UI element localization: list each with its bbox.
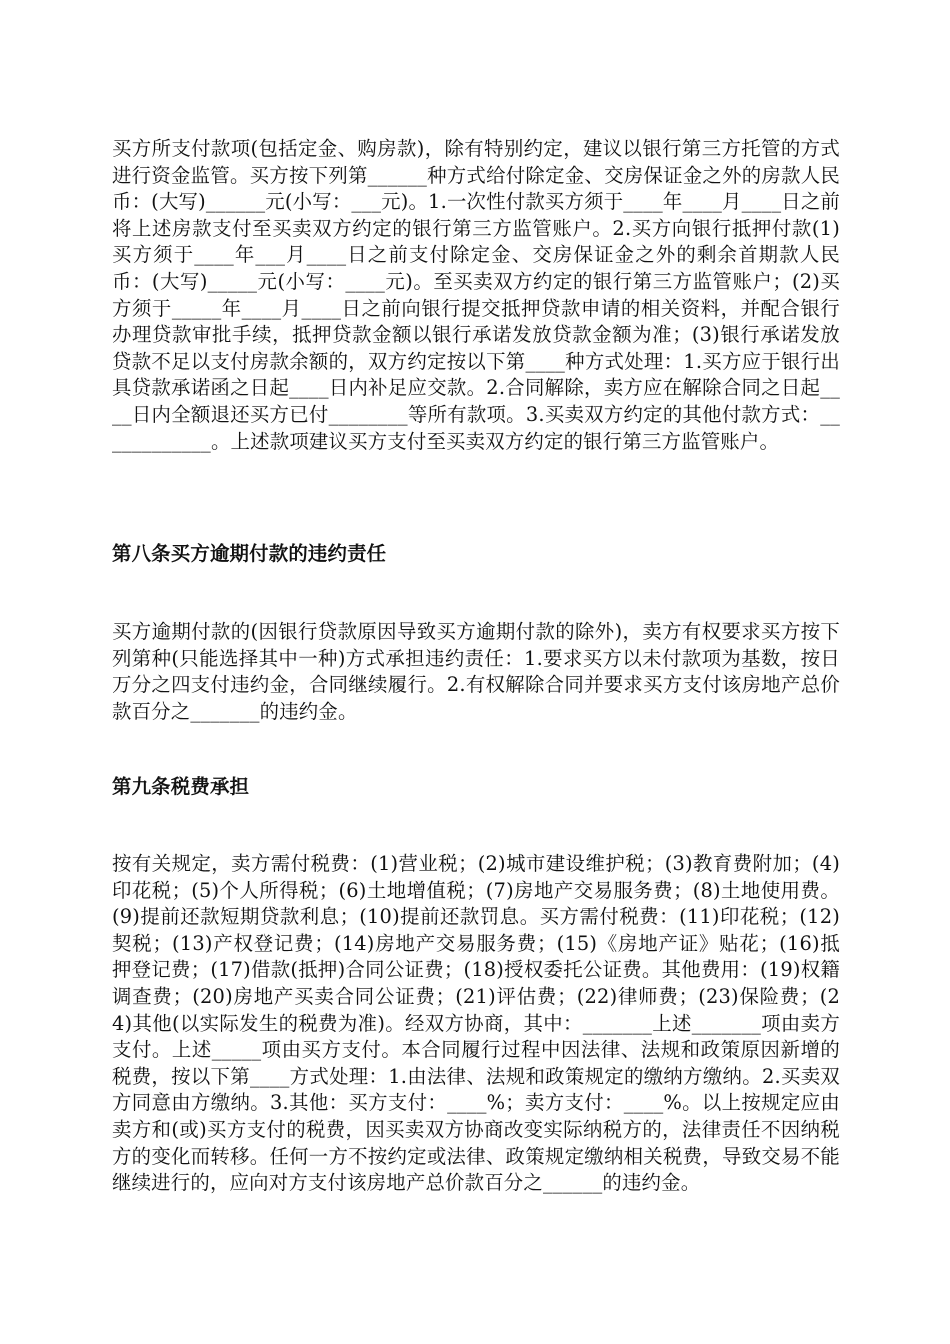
article-9-paragraph: 按有关规定，卖方需付税费：(1)营业税；(2)城市建设维护税；(3)教育费附加；(4)印花税；(5)个人所得税；(6)土地增值税；(7)房地产交易服务费；(8)土地使用费。(9)提前还款短期贷款利息；(10)提前还款罚息。买方需付税费：(11)印花税；(12)契税；(13)产权登记费；(14)房地产交易服务费；(15)《房地产证》贴花；(16)抵押登记费；(17)借款(抵押)合同公证费；(18)授权委托公证费。其他费用：(19)权籍调查费；(20)房地产买卖合同公证费；(21)评估费；(22)律师费；(23)保险费；(24)其他(以实际发生的税费为准)。经双方协商，其中：_______上述_______项由卖方支付。上述_____项由买方支付。本合同履行过程中因法律、法规和政策原因新增的税费，按以下第____方式处理：1.由法律、法规和政策规定的缴纳方缴纳。2.买卖双方同意由方缴纳。3.其他：买方支付：____%；卖方支付：____%。以上按规定应由卖方和(或)买方支付的税费，因买卖双方协商改变实际纳税方的，法律责任不因纳税方的变化而转移。任何一方不按约定或法律、政策规定缴纳相关税费，导致交易不能继续进行的，应向对方支付该房地产总价款百分之______的违约金。: [112, 852, 840, 1195]
article-8-heading: 第八条买方逾期付款的违约责任: [112, 542, 387, 565]
article-9-heading: 第九条税费承担: [112, 775, 250, 798]
payment-terms-paragraph: 买方所支付款项(包括定金、购房款)，除有特别约定，建议以银行第三方托管的方式进行资金监管。买方按下列第______种方式给付除定金、交房保证金之外的房款人民币：(大写)______元(小写：___元)。1.一次性付款买方须于____年____月____日之前将上述房款支付至买卖双方约定的银行第三方监管账户。2.买方向银行抵押付款(1)买方须于____年___月____日之前支付除定金、交房保证金之外的剩余首期款人民币：(大写)_____元(小写：____元)。至买卖双方约定的银行第三方监管账户；(2)买方须于_____年____月____日之前向银行提交抵押贷款申请的相关资料，并配合银行办理贷款审批手续，抵押贷款金额以银行承诺发放贷款金额为准；(3)银行承诺发放贷款不足以支付房款余额的，双方约定按以下第____种方式处理：1.买方应于银行出具贷款承诺函之日起____日内补足应交款。2.合同解除，卖方应在解除合同之日起____日内全额退还买方已付________等所有款项。3.买卖双方约定的其他付款方式：____________。上述款项建议买方支付至买卖双方约定的银行第三方监管账户。: [112, 137, 840, 453]
article-8-paragraph: 买方逾期付款的(因银行贷款原因导致买方逾期付款的除外)，卖方有权要求买方按下列第种(只能选择其中一种)方式承担违约责任：1.要求买方以未付款项为基数，按日万分之四支付违约金，合同继续履行。2.有权解除合同并要求买方支付该房地产总价款百分之_______的违约金。: [112, 620, 840, 723]
